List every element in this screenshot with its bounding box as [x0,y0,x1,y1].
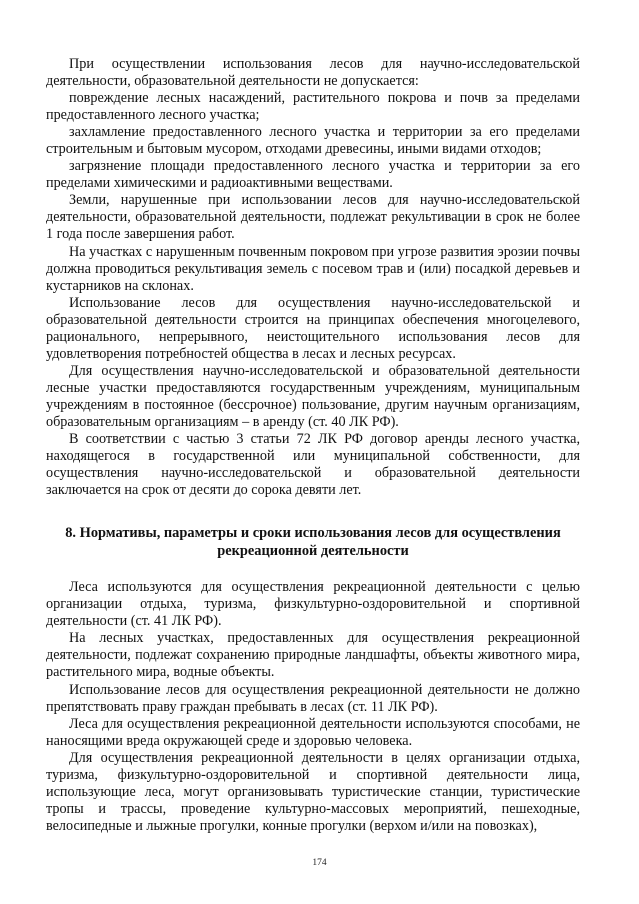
paragraph: Для осуществления рекреационной деятельности в целях организации отдыха, туризма, физкультурно-оздоровительной и спортивной деятельности лица, использующие леса, могут организовывать туристические станции, туристические тропы и трассы, проведение культурно-массовых мероприятий, пешеходные, велосипедные и лыжные прогулки, конные прогулки (верхом и/или на повозках), [46,749,580,834]
paragraph: Использование лесов для осуществления научно-исследовательской и образовательной деятельности строится на принципах обеспечения многоцелевого, рационального, непрерывного, неистощительного использования лесов для удовлетворения потребностей общества в лесах и лесных ресурсах. [46,294,580,362]
page-number: 174 [312,858,327,868]
paragraph: загрязнение площади предоставленного лесного участка и территории за его пределами химическими и радиоактивными веществами. [46,158,580,192]
paragraph: повреждение лесных насаждений, растительного покрова и почв за пределами предоставленного лесного участка; [46,90,580,124]
paragraph: Леса для осуществления рекреационной деятельности используются способами, не наносящими вреда окружающей среде и здоровью человека. [46,715,580,749]
paragraph: захламление предоставленного лесного участка и территории за его пределами строительным и бытовым мусором, отходами древесины, иными видами отходов; [46,124,580,158]
paragraph: Для осуществления научно-исследовательской и образовательной деятельности лесные участки предоставляются государственным учреждениям, муниципальным учреждениям в постоянное (бессрочное) пользование, другим научным организациям, образовательным организациям – в аренду (ст. 40 ЛК РФ). [46,362,580,430]
paragraph: Земли, нарушенные при использовании лесов для научно-исследовательской деятельности, образовательной деятельности, подлежат рекультивации в срок не более 1 года после завершения работ. [46,192,580,243]
paragraph: Использование лесов для осуществления рекреационной деятельности не должно препятствовать праву граждан пребывать в лесах (ст. 11 ЛК РФ). [46,681,580,715]
paragraph: В соответствии с частью 3 статьи 72 ЛК РФ договор аренды лесного участка, находящегося в государственной или муниципальной собственности, для осуществления научно-исследовательской и образовательной деятельности заключается на срок от десяти до сорока девяти лет. [46,431,580,499]
paragraph: На участках с нарушенным почвенным покровом при угрозе развития эрозии почвы должна проводиться рекультивация земель с посевом трав и (или) посадкой деревьев и кустарников на склонах. [46,243,580,294]
page-body [46,56,580,835]
paragraph: На лесных участках, предоставленных для осуществления рекреационной деятельности, подлежат сохранению природные ландшафты, объекты животного мира, растительного мира, водные объекты. [46,630,580,681]
paragraph: При осуществлении использования лесов для научно-исследовательской деятельности, образовательной деятельности не допускается: [46,56,580,90]
section-heading: 8. Нормативы, параметры и сроки использования лесов для осуществления рекреационной деятельности [65,525,561,559]
paragraph: Леса используются для осуществления рекреационной деятельности с целью организации отдыха, туризма, физкультурно-оздоровительной и спортивной деятельности (ст. 41 ЛК РФ). [46,579,580,630]
